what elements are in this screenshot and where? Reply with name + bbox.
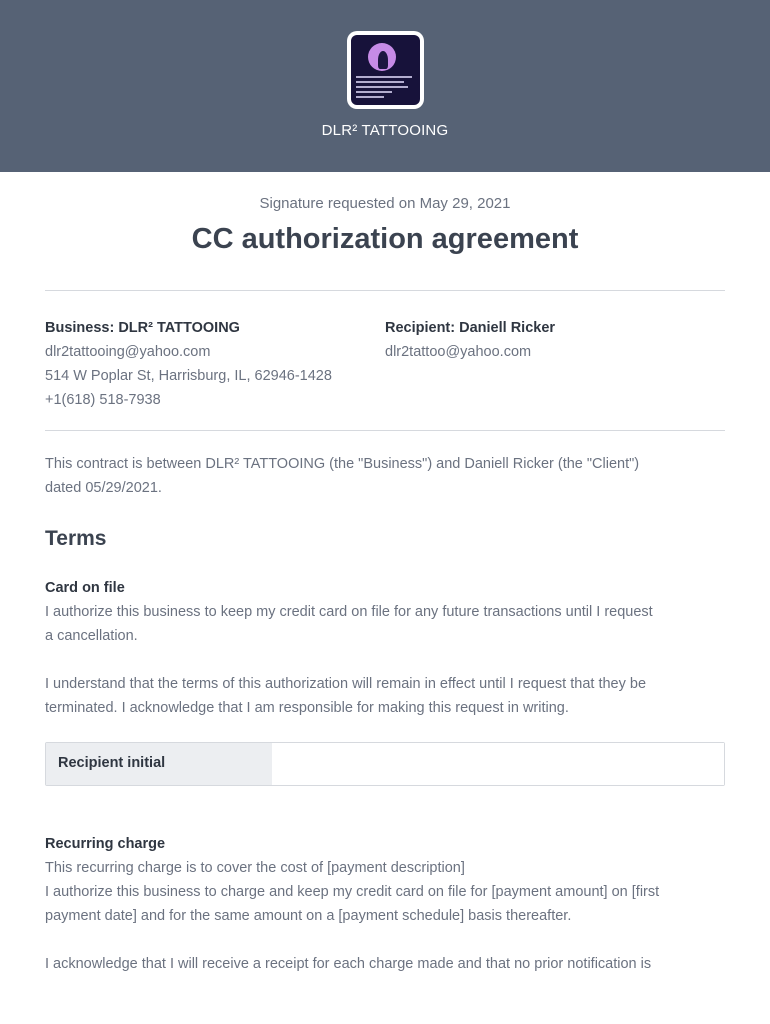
paragraph-line: I authorize this business to charge and keep my credit card on file for [payment amount] on [first <box>45 884 660 900</box>
document-title: CC authorization agreement <box>191 223 579 255</box>
business-label: Business: DLR² TATTOOING <box>45 320 240 336</box>
divider <box>45 430 725 431</box>
intro-line: This contract is between DLR² TATTOOING (the "Business") and Daniell Ricker (the "Client") <box>45 456 640 472</box>
business-logo <box>347 31 424 109</box>
document-header <box>0 0 770 172</box>
recipient-initial-label: Recipient initial <box>46 743 272 785</box>
recipient-label: Recipient: Daniell Ricker <box>385 320 556 336</box>
divider <box>45 290 725 291</box>
recipient-initial-input[interactable] <box>272 743 724 785</box>
intro-paragraph <box>45 452 725 500</box>
logo-text-line <box>356 91 392 93</box>
logo-text-line <box>356 86 408 88</box>
intro-line: dated 05/29/2021. <box>45 480 162 496</box>
header-business-name: DLR² TATTOOING <box>321 122 449 139</box>
recurring-charge-paragraph <box>45 856 725 928</box>
paragraph-line: I acknowledge that I will receive a receipt for each charge made and that no prior notification is <box>45 956 652 972</box>
recurring-charge-heading: Recurring charge <box>45 836 166 852</box>
paragraph-line: This recurring charge is to cover the cost of [payment description] <box>45 860 465 876</box>
business-email: dlr2tattooing@yahoo.com <box>45 344 211 360</box>
wolf-moon-logo-icon <box>351 35 420 105</box>
recipient-info <box>385 316 555 364</box>
recipient-initial-field <box>45 742 725 786</box>
logo-text-line <box>356 76 412 78</box>
recurring-acknowledge-paragraph <box>45 952 725 976</box>
business-address: 514 W Poplar St, Harrisburg, IL, 62946-1428 <box>45 368 332 384</box>
logo-text-line <box>356 96 384 98</box>
business-info <box>45 316 332 412</box>
paragraph-line: I understand that the terms of this authorization will remain in effect until I request that they be <box>45 676 647 692</box>
business-phone: +1(618) 518-7938 <box>45 392 161 408</box>
signature-requested-date: Signature requested on May 29, 2021 <box>259 195 511 212</box>
paragraph-line: a cancellation. <box>45 628 138 644</box>
wolf-silhouette <box>378 51 388 69</box>
logo-text-line <box>356 81 404 83</box>
card-on-file-heading: Card on file <box>45 580 125 596</box>
paragraph-line: payment date] and for the same amount on a [payment schedule] basis thereafter. <box>45 908 572 924</box>
paragraph-line: terminated. I acknowledge that I am responsible for making this request in writing. <box>45 700 569 716</box>
card-on-file-terms-paragraph <box>45 672 725 720</box>
card-on-file-paragraph <box>45 600 725 648</box>
recipient-email: dlr2tattoo@yahoo.com <box>385 344 532 360</box>
terms-heading: Terms <box>45 527 107 550</box>
paragraph-line: I authorize this business to keep my credit card on file for any future transactions until I request <box>45 604 653 620</box>
